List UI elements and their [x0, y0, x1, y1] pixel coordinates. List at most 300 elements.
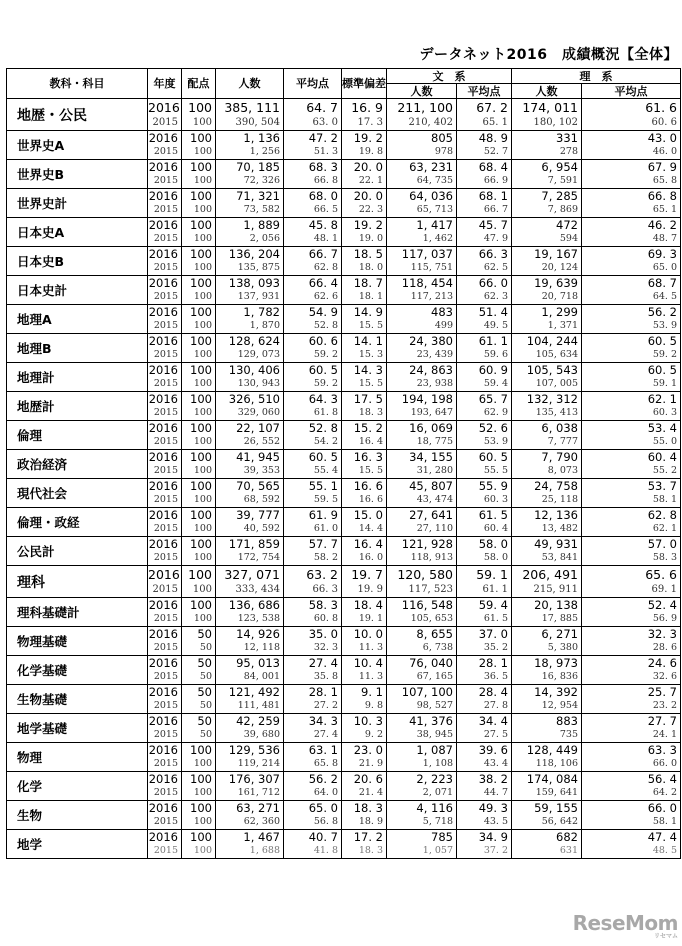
cell-2015: 16, 836 — [512, 670, 582, 685]
cell-2016: 194, 198 — [387, 392, 457, 407]
cell-2016: 60. 4 — [582, 450, 681, 465]
cell-2015: 18. 1 — [342, 290, 387, 305]
cell-2016: 2016 — [148, 508, 182, 523]
cell-2015: 73, 582 — [216, 203, 284, 218]
cell-2016: 67. 9 — [582, 160, 681, 175]
cell-2015: 52. 7 — [457, 145, 512, 160]
cell-2016: 15. 0 — [342, 508, 387, 523]
cell-2015: 2015 — [148, 319, 182, 334]
cell-2016: 7, 285 — [512, 189, 582, 204]
cell-2015: 2015 — [148, 641, 182, 656]
table-row — [7, 830, 681, 845]
cell-2015: 100 — [182, 116, 216, 131]
cell-2015: 66. 8 — [284, 174, 342, 189]
cell-2015: 56, 642 — [512, 815, 582, 830]
cell-2015: 2015 — [148, 116, 182, 131]
cell-2015: 64. 2 — [582, 786, 681, 801]
cell-2015: 2015 — [148, 728, 182, 743]
cell-2016: 100 — [182, 479, 216, 494]
cell-2015: 105, 653 — [387, 612, 457, 627]
cell-2016: 50 — [182, 627, 216, 642]
cell-2016: 55. 1 — [284, 479, 342, 494]
cell-2016: 1, 136 — [216, 131, 284, 146]
cell-2015: 64, 735 — [387, 174, 457, 189]
cell-2015: 47. 9 — [457, 232, 512, 247]
cell-2015: 100 — [182, 435, 216, 450]
cell-2015: 100 — [182, 786, 216, 801]
cell-2016: 15. 2 — [342, 421, 387, 436]
cell-2015: 62, 360 — [216, 815, 284, 830]
subject-name: 地理計 — [7, 363, 148, 392]
cell-2016: 68. 0 — [284, 189, 342, 204]
cell-2015: 100 — [182, 522, 216, 537]
cell-2016: 1, 299 — [512, 305, 582, 320]
cell-2016: 2016 — [148, 392, 182, 407]
subject-name: 地学 — [7, 830, 148, 859]
cell-2015: 43. 4 — [457, 757, 512, 772]
cell-2016: 206, 491 — [512, 566, 582, 584]
cell-2015: 62. 3 — [457, 290, 512, 305]
cell-2015: 50 — [182, 728, 216, 743]
cell-2015: 98, 527 — [387, 699, 457, 714]
cell-2016: 100 — [182, 508, 216, 523]
cell-2015: 2015 — [148, 699, 182, 714]
cell-2016: 785 — [387, 830, 457, 845]
cell-2015: 100 — [182, 551, 216, 566]
cell-2015: 1, 057 — [387, 844, 457, 859]
subject-name: 物理 — [7, 743, 148, 772]
cell-2016: 52. 6 — [457, 421, 512, 436]
cell-2015: 22. 3 — [342, 203, 387, 218]
cell-2015: 59. 6 — [457, 348, 512, 363]
cell-2015: 66. 0 — [582, 757, 681, 772]
cell-2016: 174, 084 — [512, 772, 582, 787]
subject-name: 地学基礎 — [7, 714, 148, 743]
cell-2016: 129, 536 — [216, 743, 284, 758]
cell-2016: 2016 — [148, 247, 182, 262]
cell-2015: 61. 5 — [457, 612, 512, 627]
header-sd: 標準偏差 — [342, 69, 387, 99]
cell-2015: 20, 718 — [512, 290, 582, 305]
cell-2016: 64. 7 — [284, 99, 342, 117]
cell-2016: 22, 107 — [216, 421, 284, 436]
cell-2015: 978 — [387, 145, 457, 160]
cell-2016: 105, 543 — [512, 363, 582, 378]
table-row — [7, 743, 681, 758]
table-row — [7, 276, 681, 291]
cell-2016: 20. 0 — [342, 160, 387, 175]
cell-2015: 2015 — [148, 261, 182, 276]
cell-2015: 1, 870 — [216, 319, 284, 334]
table-row — [7, 508, 681, 523]
cell-2016: 60. 6 — [284, 334, 342, 349]
cell-2015: 32. 3 — [284, 641, 342, 656]
cell-2015: 18. 3 — [342, 406, 387, 421]
cell-2015: 32. 6 — [582, 670, 681, 685]
cell-2016: 65. 0 — [284, 801, 342, 816]
cell-2015: 38, 945 — [387, 728, 457, 743]
cell-2015: 84, 001 — [216, 670, 284, 685]
cell-2015: 129, 073 — [216, 348, 284, 363]
cell-2016: 39. 6 — [457, 743, 512, 758]
cell-2015: 100 — [182, 174, 216, 189]
cell-2016: 1, 467 — [216, 830, 284, 845]
cell-2016: 2016 — [148, 714, 182, 729]
cell-2015: 58. 1 — [582, 815, 681, 830]
cell-2016: 56. 4 — [582, 772, 681, 787]
cell-2016: 107, 100 — [387, 685, 457, 700]
subject-name: 倫理・政経 — [7, 508, 148, 537]
cell-2016: 100 — [182, 830, 216, 845]
cell-2016: 56. 2 — [582, 305, 681, 320]
cell-2015: 23, 938 — [387, 377, 457, 392]
cell-2016: 63. 3 — [582, 743, 681, 758]
cell-2016: 2016 — [148, 334, 182, 349]
cell-2015: 7, 869 — [512, 203, 582, 218]
cell-2015: 13, 482 — [512, 522, 582, 537]
cell-2015: 21. 4 — [342, 786, 387, 801]
cell-2015: 15. 5 — [342, 377, 387, 392]
cell-2015: 2015 — [148, 583, 182, 598]
cell-2016: 61. 6 — [582, 99, 681, 117]
cell-2016: 59. 1 — [457, 566, 512, 584]
subject-name: 倫理 — [7, 421, 148, 450]
cell-2016: 1, 782 — [216, 305, 284, 320]
cell-2015: 65. 0 — [582, 261, 681, 276]
cell-2016: 136, 204 — [216, 247, 284, 262]
cell-2015: 100 — [182, 203, 216, 218]
cell-2015: 23. 2 — [582, 699, 681, 714]
cell-2015: 67, 165 — [387, 670, 457, 685]
cell-2016: 2016 — [148, 479, 182, 494]
cell-2016: 66. 4 — [284, 276, 342, 291]
cell-2015: 66. 5 — [284, 203, 342, 218]
cell-2015: 53, 841 — [512, 551, 582, 566]
cell-2015: 2015 — [148, 786, 182, 801]
cell-2015: 43, 474 — [387, 493, 457, 508]
cell-2015: 2015 — [148, 435, 182, 450]
cell-2016: 2016 — [148, 772, 182, 787]
cell-2016: 50 — [182, 714, 216, 729]
cell-2016: 682 — [512, 830, 582, 845]
cell-2016: 55. 9 — [457, 479, 512, 494]
cell-2015: 50 — [182, 641, 216, 656]
cell-2015: 735 — [512, 728, 582, 743]
cell-2016: 19, 167 — [512, 247, 582, 262]
table-row — [7, 656, 681, 671]
cell-2016: 1, 889 — [216, 218, 284, 233]
cell-2015: 100 — [182, 261, 216, 276]
cell-2016: 53. 7 — [582, 479, 681, 494]
table-row — [7, 131, 681, 146]
cell-2015: 48. 7 — [582, 232, 681, 247]
cell-2016: 19. 2 — [342, 218, 387, 233]
cell-2015: 50 — [182, 699, 216, 714]
page-title: データネット2016 成績概況【全体】 — [419, 47, 678, 63]
cell-2016: 14, 392 — [512, 685, 582, 700]
cell-2016: 16. 9 — [342, 99, 387, 117]
cell-2016: 12, 136 — [512, 508, 582, 523]
cell-2015: 119, 214 — [216, 757, 284, 772]
cell-2015: 100 — [182, 348, 216, 363]
subject-name: 世界史計 — [7, 189, 148, 218]
cell-2016: 100 — [182, 537, 216, 552]
cell-2016: 60. 5 — [284, 363, 342, 378]
cell-2016: 60. 9 — [457, 363, 512, 378]
cell-2016: 16, 069 — [387, 421, 457, 436]
cell-2015: 16. 4 — [342, 435, 387, 450]
cell-2015: 172, 754 — [216, 551, 284, 566]
table-row — [7, 450, 681, 465]
cell-2016: 67. 2 — [457, 99, 512, 117]
cell-2016: 128, 624 — [216, 334, 284, 349]
subject-name: 世界史A — [7, 131, 148, 160]
cell-2016: 17. 2 — [342, 830, 387, 845]
cell-2015: 161, 712 — [216, 786, 284, 801]
cell-2015: 2015 — [148, 174, 182, 189]
cell-2016: 60. 5 — [582, 334, 681, 349]
table-row — [7, 627, 681, 642]
cell-2016: 65. 6 — [582, 566, 681, 584]
cell-2016: 121, 928 — [387, 537, 457, 552]
cell-2016: 483 — [387, 305, 457, 320]
cell-2016: 117, 037 — [387, 247, 457, 262]
cell-2015: 631 — [512, 844, 582, 859]
cell-2016: 50 — [182, 685, 216, 700]
cell-2016: 28. 1 — [457, 656, 512, 671]
cell-2015: 49. 5 — [457, 319, 512, 334]
cell-2015: 25, 118 — [512, 493, 582, 508]
cell-2015: 2015 — [148, 522, 182, 537]
cell-2016: 2016 — [148, 421, 182, 436]
cell-2015: 130, 943 — [216, 377, 284, 392]
cell-2015: 44. 7 — [457, 786, 512, 801]
cell-2015: 117, 523 — [387, 583, 457, 598]
cell-2016: 326, 510 — [216, 392, 284, 407]
cell-2016: 51. 4 — [457, 305, 512, 320]
cell-2016: 27. 4 — [284, 656, 342, 671]
subject-name: 世界史B — [7, 160, 148, 189]
subject-name: 理科 — [7, 566, 148, 598]
table-row — [7, 421, 681, 436]
cell-2015: 2015 — [148, 203, 182, 218]
cell-2015: 58. 3 — [582, 551, 681, 566]
cell-2016: 2016 — [148, 685, 182, 700]
cell-2015: 17, 885 — [512, 612, 582, 627]
cell-2015: 18. 0 — [342, 261, 387, 276]
table-row — [7, 566, 681, 584]
table-row — [7, 160, 681, 175]
cell-2016: 132, 312 — [512, 392, 582, 407]
cell-2016: 100 — [182, 772, 216, 787]
cell-2015: 26, 552 — [216, 435, 284, 450]
cell-2015: 100 — [182, 232, 216, 247]
cell-2016: 66. 0 — [457, 276, 512, 291]
cell-2015: 9. 2 — [342, 728, 387, 743]
subject-name: 地理B — [7, 334, 148, 363]
cell-2015: 58. 0 — [457, 551, 512, 566]
cell-2016: 4, 116 — [387, 801, 457, 816]
cell-2015: 60. 3 — [582, 406, 681, 421]
cell-2016: 47. 4 — [582, 830, 681, 845]
cell-2016: 32. 3 — [582, 627, 681, 642]
cell-2016: 45. 7 — [457, 218, 512, 233]
cell-2015: 60. 3 — [457, 493, 512, 508]
table-row — [7, 801, 681, 816]
cell-2016: 54. 9 — [284, 305, 342, 320]
cell-2015: 19. 1 — [342, 612, 387, 627]
cell-2015: 69. 1 — [582, 583, 681, 598]
subject-name: 地歴・公民 — [7, 99, 148, 131]
cell-2016: 100 — [182, 421, 216, 436]
cell-2015: 63. 0 — [284, 116, 342, 131]
cell-2016: 24, 863 — [387, 363, 457, 378]
cell-2016: 100 — [182, 247, 216, 262]
cell-2015: 2015 — [148, 348, 182, 363]
cell-2015: 18. 9 — [342, 815, 387, 830]
cell-2015: 27. 5 — [457, 728, 512, 743]
cell-2016: 34. 9 — [457, 830, 512, 845]
cell-2016: 20. 6 — [342, 772, 387, 787]
cell-2016: 18, 973 — [512, 656, 582, 671]
cell-2016: 118, 454 — [387, 276, 457, 291]
subject-name: 理科基礎計 — [7, 598, 148, 627]
cell-2016: 10. 3 — [342, 714, 387, 729]
cell-2016: 7, 790 — [512, 450, 582, 465]
cell-2016: 138, 093 — [216, 276, 284, 291]
cell-2015: 54. 2 — [284, 435, 342, 450]
cell-2016: 6, 954 — [512, 160, 582, 175]
cell-2016: 38. 2 — [457, 772, 512, 787]
cell-2016: 327, 071 — [216, 566, 284, 584]
cell-2016: 58. 0 — [457, 537, 512, 552]
cell-2016: 16. 4 — [342, 537, 387, 552]
cell-2016: 62. 1 — [582, 392, 681, 407]
cell-2016: 171, 859 — [216, 537, 284, 552]
cell-2015: 594 — [512, 232, 582, 247]
cell-2015: 2015 — [148, 493, 182, 508]
cell-2016: 64. 3 — [284, 392, 342, 407]
cell-2016: 1, 087 — [387, 743, 457, 758]
cell-2016: 39, 777 — [216, 508, 284, 523]
cell-2015: 27. 2 — [284, 699, 342, 714]
cell-2015: 68, 592 — [216, 493, 284, 508]
subject-name: 日本史A — [7, 218, 148, 247]
cell-2016: 23. 0 — [342, 743, 387, 758]
cell-2015: 60. 6 — [582, 116, 681, 131]
cell-2015: 333, 434 — [216, 583, 284, 598]
cell-2015: 100 — [182, 406, 216, 421]
cell-2016: 63. 2 — [284, 566, 342, 584]
header-subject: 教科・科目 — [7, 69, 148, 99]
cell-2016: 2016 — [148, 276, 182, 291]
cell-2015: 12, 954 — [512, 699, 582, 714]
cell-2015: 19. 0 — [342, 232, 387, 247]
cell-2015: 7, 591 — [512, 174, 582, 189]
cell-2016: 76, 040 — [387, 656, 457, 671]
cell-2016: 24, 380 — [387, 334, 457, 349]
cell-2015: 65. 1 — [457, 116, 512, 131]
cell-2016: 100 — [182, 131, 216, 146]
header-bunkei: 文 系 — [387, 69, 512, 84]
cell-2015: 2015 — [148, 290, 182, 305]
table-row — [7, 537, 681, 552]
cell-2016: 100 — [182, 392, 216, 407]
cell-2015: 1, 108 — [387, 757, 457, 772]
cell-2016: 100 — [182, 363, 216, 378]
cell-2015: 59. 2 — [284, 348, 342, 363]
cell-2016: 174, 011 — [512, 99, 582, 117]
cell-2015: 137, 931 — [216, 290, 284, 305]
cell-2015: 100 — [182, 377, 216, 392]
cell-2015: 15. 5 — [342, 319, 387, 334]
cell-2015: 105, 634 — [512, 348, 582, 363]
cell-2016: 49, 931 — [512, 537, 582, 552]
cell-2015: 27, 110 — [387, 522, 457, 537]
cell-2016: 2016 — [148, 627, 182, 642]
cell-2015: 64. 5 — [582, 290, 681, 305]
cell-2015: 48. 5 — [582, 844, 681, 859]
cell-2015: 14. 4 — [342, 522, 387, 537]
cell-2016: 211, 100 — [387, 99, 457, 117]
cell-2015: 100 — [182, 757, 216, 772]
cell-2016: 100 — [182, 450, 216, 465]
cell-2015: 2015 — [148, 757, 182, 772]
cell-2015: 2015 — [148, 670, 182, 685]
cell-2016: 34. 4 — [457, 714, 512, 729]
cell-2015: 100 — [182, 493, 216, 508]
cell-2015: 62. 8 — [284, 261, 342, 276]
cell-2016: 8, 655 — [387, 627, 457, 642]
cell-2015: 55. 2 — [582, 464, 681, 479]
cell-2016: 2016 — [148, 218, 182, 233]
table-row — [7, 479, 681, 494]
cell-2016: 100 — [182, 334, 216, 349]
cell-2015: 2015 — [148, 406, 182, 421]
header-rikei-count: 人数 — [512, 84, 582, 99]
table-row — [7, 305, 681, 320]
cell-2015: 9. 8 — [342, 699, 387, 714]
cell-2016: 64, 036 — [387, 189, 457, 204]
cell-2016: 62. 8 — [582, 508, 681, 523]
cell-2015: 1, 688 — [216, 844, 284, 859]
cell-2015: 27. 4 — [284, 728, 342, 743]
cell-2016: 19. 2 — [342, 131, 387, 146]
cell-2016: 100 — [182, 305, 216, 320]
cell-2016: 53. 4 — [582, 421, 681, 436]
cell-2015: 19. 9 — [342, 583, 387, 598]
cell-2016: 61. 5 — [457, 508, 512, 523]
cell-2016: 2016 — [148, 656, 182, 671]
cell-2016: 18. 7 — [342, 276, 387, 291]
header-points: 配点 — [182, 69, 216, 99]
cell-2015: 55. 4 — [284, 464, 342, 479]
cell-2015: 21. 9 — [342, 757, 387, 772]
cell-2015: 6, 738 — [387, 641, 457, 656]
cell-2016: 100 — [182, 189, 216, 204]
cell-2015: 41. 8 — [284, 844, 342, 859]
table-row — [7, 363, 681, 378]
cell-2016: 6, 038 — [512, 421, 582, 436]
cell-2015: 22. 1 — [342, 174, 387, 189]
cell-2016: 45, 807 — [387, 479, 457, 494]
cell-2015: 11. 3 — [342, 670, 387, 685]
cell-2016: 47. 2 — [284, 131, 342, 146]
cell-2016: 52. 4 — [582, 598, 681, 613]
cell-2015: 215, 911 — [512, 583, 582, 598]
cell-2016: 14, 926 — [216, 627, 284, 642]
table-row — [7, 247, 681, 262]
